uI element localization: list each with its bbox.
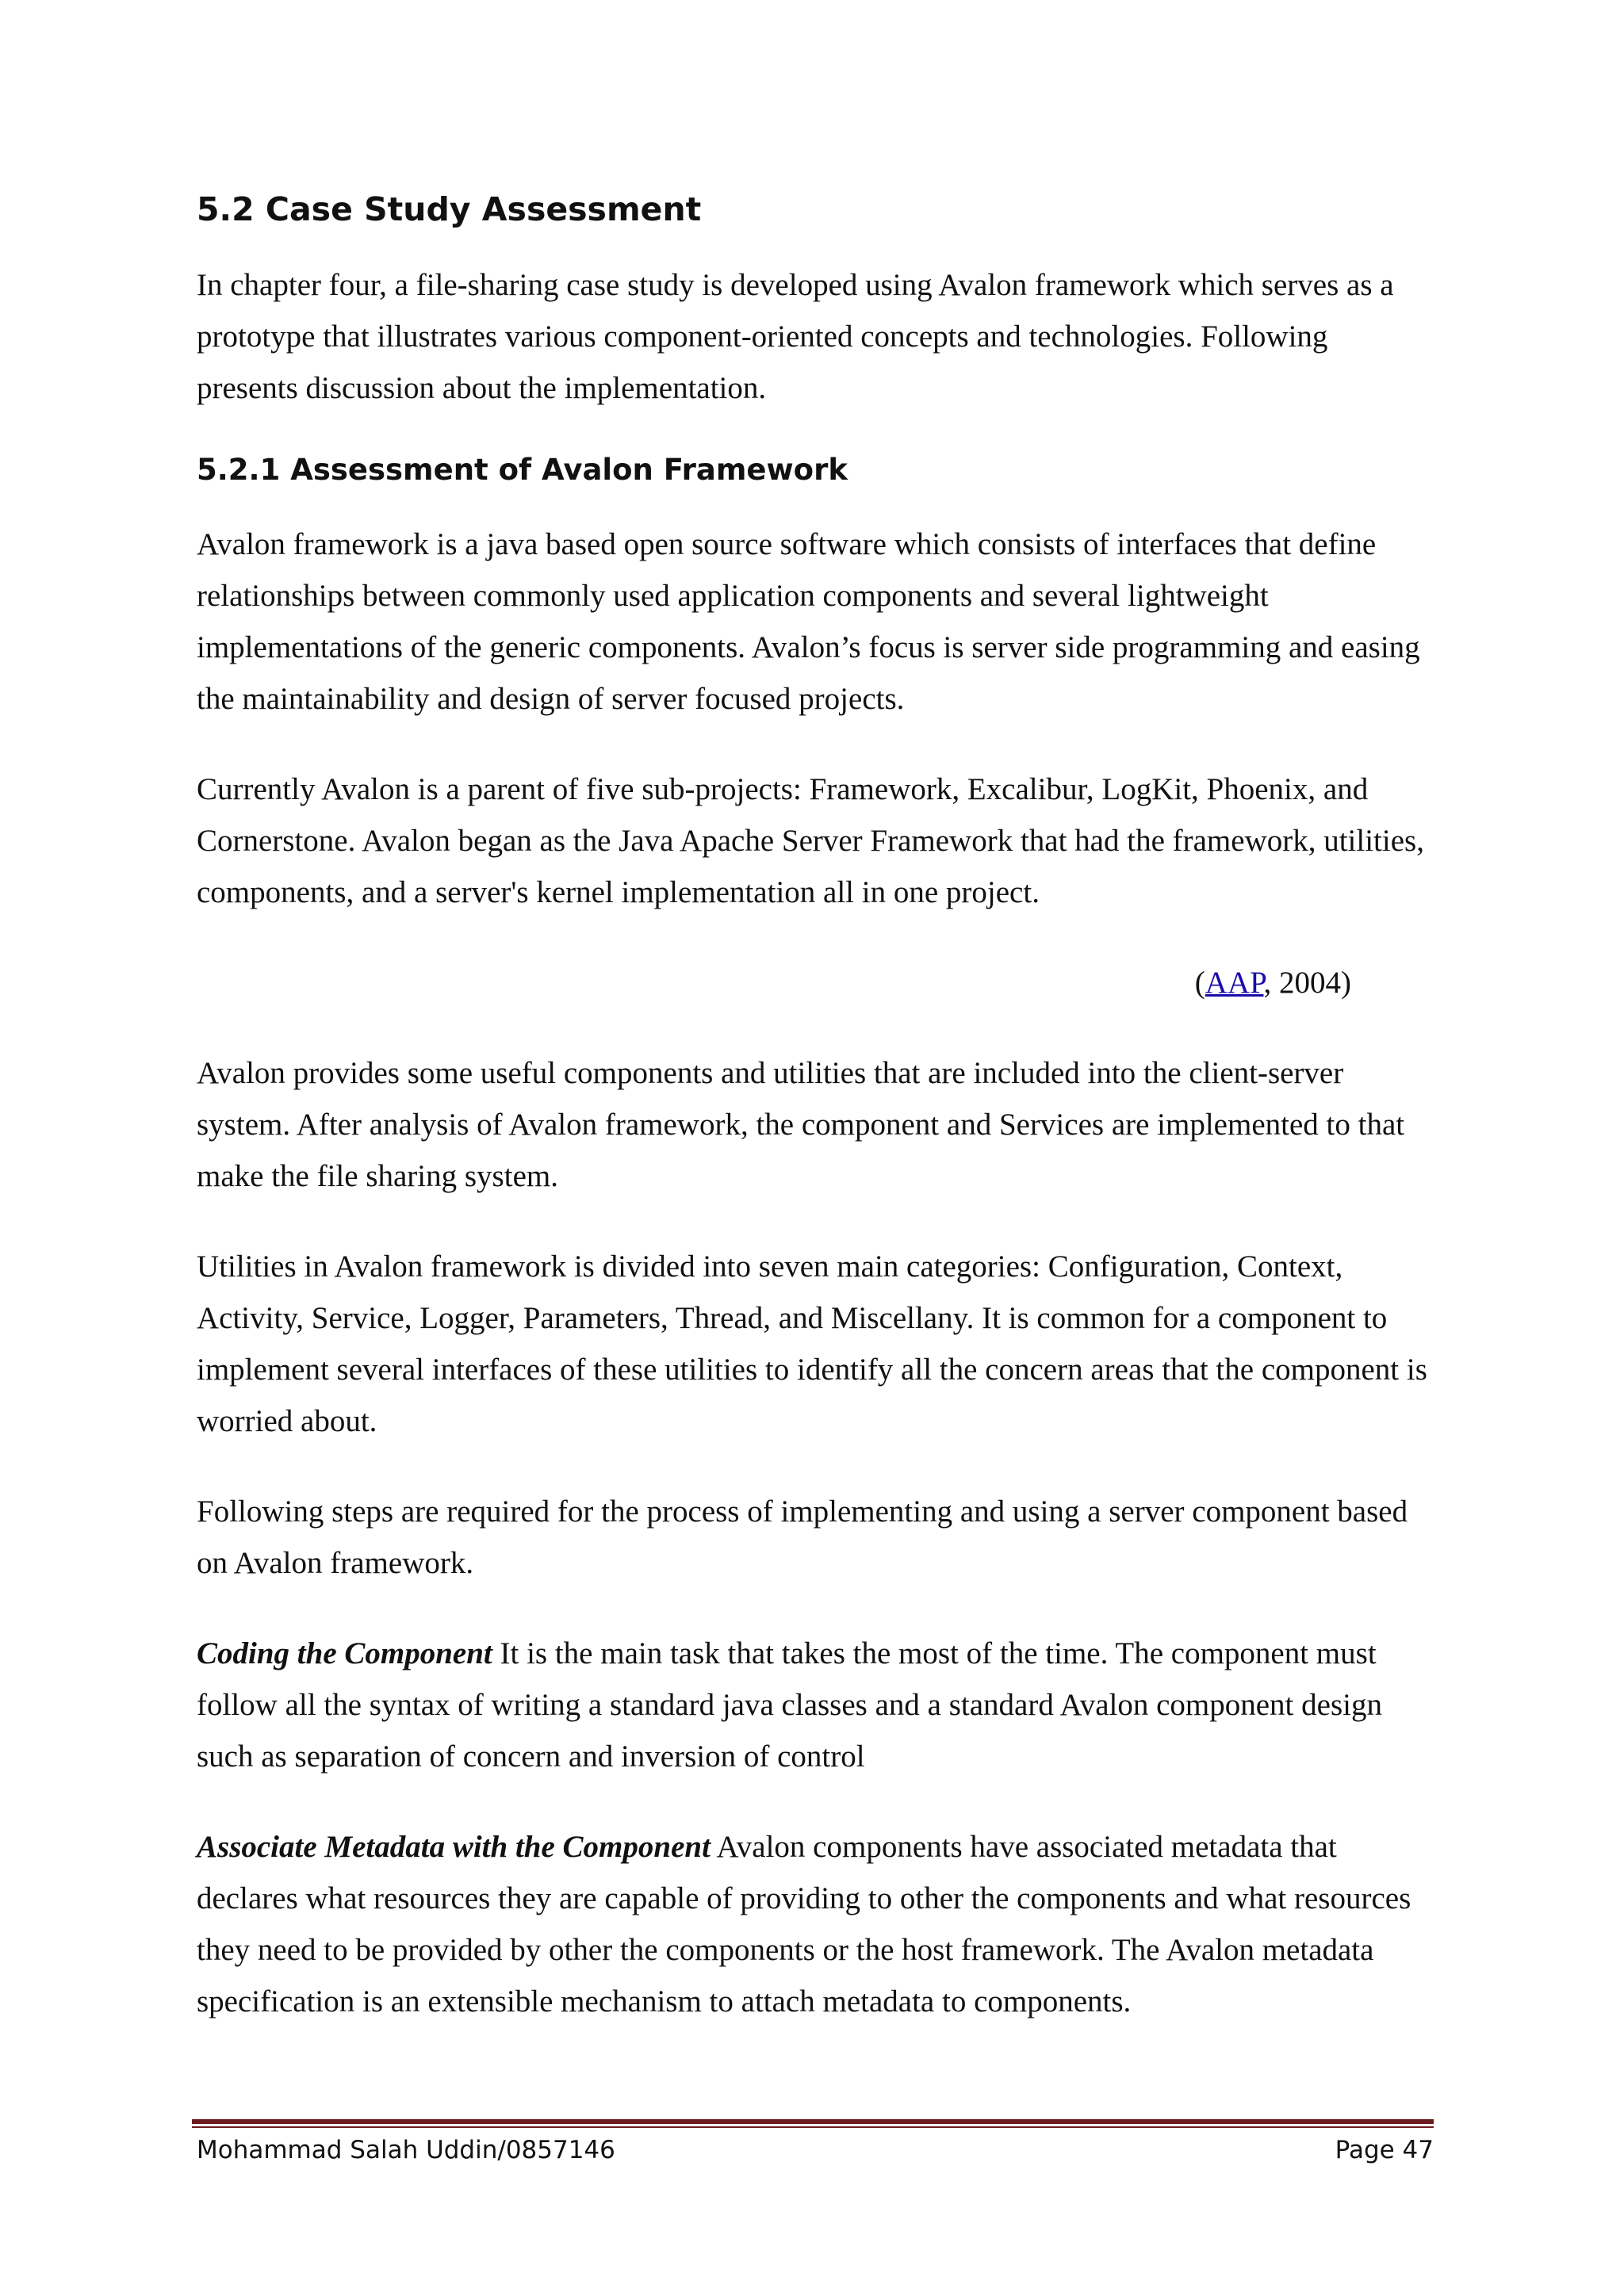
step-coding-component	[197, 1628, 1434, 1782]
paragraph-avalon-overview: Avalon framework is a java based open source software which consists of interfaces that define relationships between commonly used application components and several lightweight implementations of the generic components. Avalon’s focus is server side programming and easing the maintainability and design of server focused projects.	[197, 526, 1420, 716]
step-coding-text: It is the main task that takes the most of the time. The component must follow all the syntax of writing a standard java classes and a standard Avalon component design such as separation of concern and inversion of control	[197, 1636, 1382, 1774]
citation	[197, 957, 1434, 1008]
page-footer	[197, 2136, 1434, 2164]
paragraph-components-utilities: Avalon provides some useful components and utilities that are included into the client-server system. After analysis of Avalon framework, the component and Services are implemented to that make the file sharing system.	[197, 1055, 1405, 1193]
step-metadata-lead: Associate Metadata with the Component	[197, 1829, 710, 1864]
step-associate-metadata	[197, 1821, 1434, 2027]
paragraph-steps-intro: Following steps are required for the process of implementing and using a server component based on Avalon framework.	[197, 1494, 1408, 1580]
step-coding-lead: Coding the Component	[197, 1636, 492, 1670]
footer-divider	[192, 2119, 1434, 2128]
subsection-heading: 5.2.1 Assessment of Avalon Framework	[197, 453, 848, 488]
intro-paragraph: In chapter four, a file-sharing case study is developed using Avalon framework which serves as a prototype that illustrates various component-oriented concepts and technologies. Following presents discussion about the implementation.	[197, 268, 1394, 406]
section-heading: 5.2 Case Study Assessment	[197, 190, 702, 228]
footer-author: Mohammad Salah Uddin/0857146	[197, 2136, 615, 2164]
paragraph-subprojects: Currently Avalon is a parent of five sub-projects: Framework, Excalibur, LogKit, Phoenix, and Cornerstone. Avalon began as the Java Apache Server Framework that had the framework, utilities, components, and a server's kernel implementation all in one project.	[197, 771, 1424, 909]
citation-link[interactable]: AAP	[1205, 965, 1264, 1000]
citation-open: (	[1194, 965, 1205, 1000]
step-metadata-text: Avalon components have associated metadata that declares what resources they are capable of providing to other the components and what resources they need to be provided by other the components or the host framework. The Avalon metadata specification is an extensible mechanism to attach metadata to components.	[197, 1829, 1411, 2019]
paragraph-utility-categories: Utilities in Avalon framework is divided into seven main categories: Configuration, Context, Activity, Service, Logger, Parameters, Thread, and Miscellany. It is common for a component to implement several interfaces of these utilities to identify all the concern areas that the component is worried about.	[197, 1249, 1427, 1438]
page-content	[197, 190, 1434, 2066]
citation-rest: , 2004)	[1263, 965, 1351, 1000]
footer-page-number: Page 47	[1335, 2136, 1434, 2164]
